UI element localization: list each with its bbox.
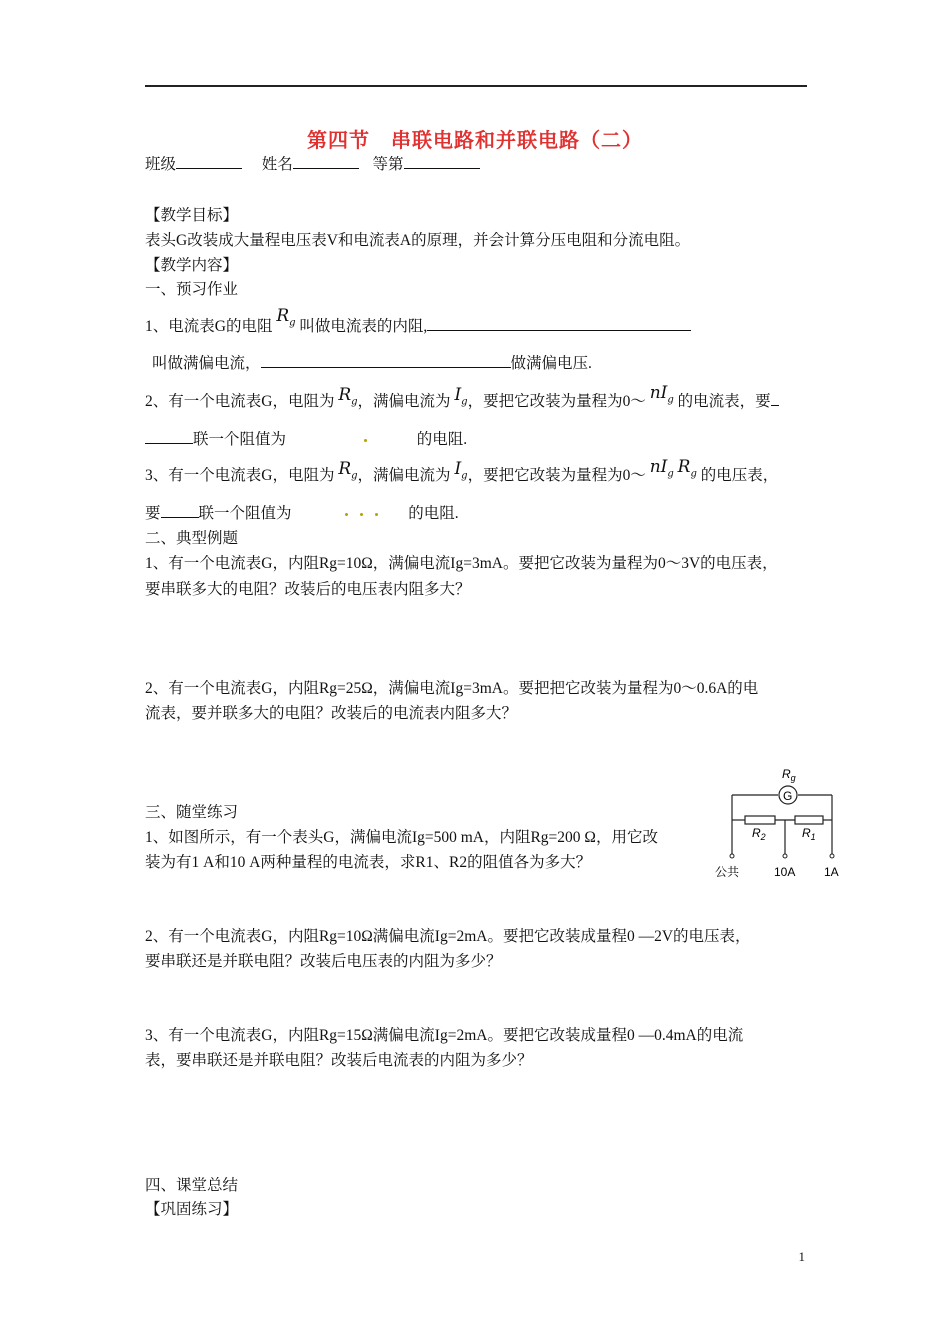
preview-q1-line1: 1、电流表G的电阻 $R_g$ 叫做电流表的内阻, — [145, 314, 691, 338]
practice-1-line1: 1、如图所示，有一个表头G，满偏电流Ig=500 mA，内阻Rg=200 Ω，用它改 — [145, 829, 658, 846]
preview-q2-line2: 联一个阻值为 的电阻. — [145, 427, 467, 449]
symbol-nig: $nI_g$ — [649, 383, 674, 406]
practice-3-line2: 表，要串联还是并联电阻？改装后电流表的内阻为多少？ — [145, 1052, 533, 1069]
student-info-line — [145, 152, 480, 174]
symbol-ig: $I_g$ — [454, 459, 468, 482]
example-1-line1: 1、有一个电流表G，内阻Rg=10Ω，满偏电流Ig=3mA。要把它改装为量程为0～3V的电压表， — [145, 555, 778, 572]
symbol-nig: $nI_g$ — [649, 457, 674, 480]
terminal-10a-label: 10A — [774, 865, 796, 879]
rank-label: 等第 — [372, 156, 404, 173]
goals-heading: 【教学目标】 — [145, 207, 239, 224]
terminal-1a — [830, 854, 834, 858]
placeholder-dot — [345, 513, 348, 516]
preview-q1-line2: 叫做满偏电流， 做满偏电压. — [152, 355, 592, 372]
name-blank[interactable] — [293, 154, 359, 169]
symbol-ig: $I_g$ — [454, 385, 468, 408]
galvanometer-label: G — [783, 789, 793, 803]
resistor-r2 — [745, 816, 775, 824]
practice-2-line1: 2、有一个电流表G，内阻Rg=10Ω满偏电流Ig=2mA。要把它改装成量程0 —2V的电压表， — [145, 928, 751, 945]
practice-3-line1: 3、有一个电流表G，内阻Rg=15Ω满偏电流Ig=2mA。要把它改装成量程0 —0.4mA的电流 — [145, 1027, 744, 1044]
practice-2-line2: 要串联还是并联电阻？改装后电压表的内阻为多少？ — [145, 953, 502, 970]
placeholder-dot — [375, 513, 378, 516]
examples-heading: 二、典型例题 — [145, 530, 239, 547]
q1-blank-1[interactable] — [427, 316, 691, 331]
terminal-10a — [783, 854, 787, 858]
terminal-common — [730, 854, 734, 858]
class-blank[interactable] — [176, 154, 242, 169]
preview-q2-line1: 2、有一个电流表G，电阻为 $R_g$，满偏电流为 $I_g$，要把它改装为量程为0～ $nI_g$ 的电流表，要 — [145, 389, 779, 413]
content-heading: 【教学内容】 — [145, 257, 239, 274]
rg-label: $R_g$ — [782, 767, 796, 783]
preview-heading: 一、预习作业 — [145, 281, 239, 298]
terminal-1a-label: 1A — [824, 865, 839, 879]
symbol-rg: $R_g$ — [677, 457, 697, 480]
example-2-line2: 流表，要并联多大的电阻？改装后的电流表内阻多大？ — [145, 705, 518, 722]
name-label: 姓名 — [261, 156, 293, 173]
placeholder-dot — [360, 513, 363, 516]
q2-blank-connect[interactable] — [145, 429, 193, 444]
header-rule — [145, 85, 807, 87]
summary-heading: 四、课堂总结 — [145, 1177, 239, 1194]
q3-blank-connect[interactable] — [161, 503, 199, 518]
practice-1-line2: 装为有1 A和10 A两种量程的电流表，求R1、R2的阻值各为多大？ — [145, 854, 592, 871]
r1-label: $R_1$ — [802, 826, 816, 842]
symbol-rg: $R_g$ — [338, 385, 358, 408]
example-2-line1: 2、有一个电流表G，内阻Rg=25Ω，满偏电流Ig=3mA。要把把它改装为量程为0～0.6A的电 — [145, 680, 759, 697]
q1-blank-2[interactable] — [261, 353, 511, 368]
class-label: 班级 — [145, 156, 177, 173]
consolidate-heading: 【巩固练习】 — [145, 1201, 239, 1218]
symbol-rg: $R_g$ — [338, 459, 358, 482]
goals-text: 表头G改装成大量程电压表V和电流表A的原理，并会计算分压电阻和分流电阻。 — [145, 232, 691, 249]
resistor-r1 — [795, 816, 823, 824]
page-title: 第四节 串联电路和并联电路（二） — [307, 130, 643, 152]
circuit-diagram — [710, 762, 850, 884]
symbol-rg: $R_g$ — [276, 306, 296, 329]
preview-q3-line2: 要 联一个阻值为 的电阻. — [145, 505, 459, 522]
terminal-common-label: 公共 — [715, 865, 740, 879]
rank-blank[interactable] — [404, 154, 480, 169]
practice-heading: 三、随堂练习 — [145, 804, 239, 821]
q2-blank-pre[interactable] — [771, 391, 779, 406]
preview-q3-line1: 3、有一个电流表G，电阻为 $R_g$，满偏电流为 $I_g$，要把它改装为量程为0～ $nI_g$ $R_g$ 的电压表， — [145, 457, 779, 484]
page-number: 1 — [798, 1249, 805, 1264]
example-1-line2: 要串联多大的电阻？改装后的电压表内阻多大？ — [145, 581, 471, 598]
placeholder-dot — [364, 439, 367, 442]
r2-label: $R_2$ — [752, 826, 766, 842]
